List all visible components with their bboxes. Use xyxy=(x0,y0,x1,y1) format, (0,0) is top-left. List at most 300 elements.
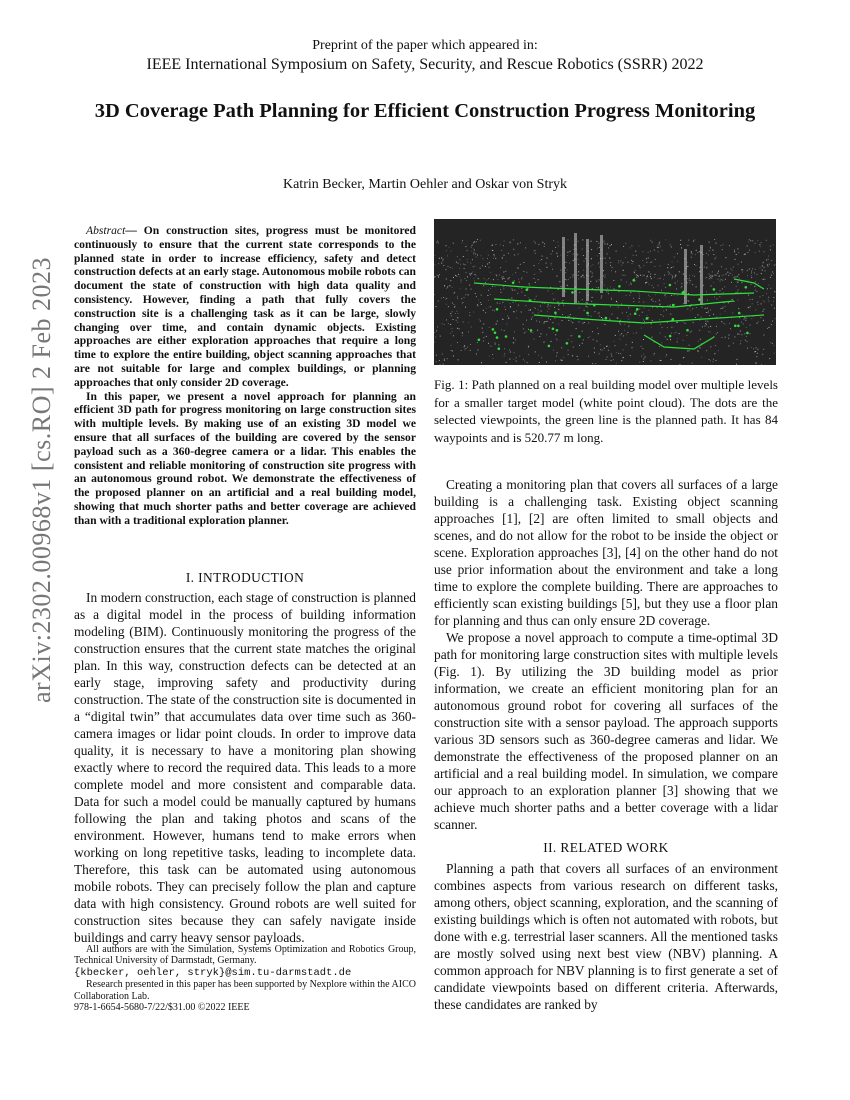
point xyxy=(720,281,721,282)
point xyxy=(534,241,535,242)
point xyxy=(566,279,567,280)
point xyxy=(565,316,566,317)
point xyxy=(523,328,524,329)
point xyxy=(619,322,620,323)
point xyxy=(675,283,676,284)
point xyxy=(544,323,545,324)
point xyxy=(578,279,579,280)
viewpoint-dot xyxy=(526,288,529,291)
point xyxy=(442,354,443,355)
point xyxy=(599,253,600,254)
point xyxy=(695,317,696,318)
point xyxy=(476,241,477,242)
point xyxy=(582,299,583,300)
point xyxy=(467,262,468,263)
point xyxy=(650,251,651,252)
point xyxy=(613,288,614,289)
point xyxy=(524,361,525,362)
point xyxy=(475,266,476,267)
point xyxy=(605,274,606,275)
point xyxy=(672,327,673,328)
point xyxy=(545,321,546,322)
point xyxy=(458,263,459,264)
point xyxy=(641,346,642,347)
point xyxy=(457,322,458,323)
point xyxy=(723,274,724,275)
viewpoint-dot xyxy=(496,336,499,339)
point xyxy=(452,268,453,269)
point xyxy=(567,255,568,256)
point xyxy=(609,319,610,320)
point xyxy=(746,327,747,328)
point xyxy=(481,295,482,296)
point xyxy=(537,330,538,331)
point xyxy=(710,309,711,310)
point xyxy=(615,335,616,336)
point xyxy=(446,245,447,246)
point xyxy=(667,339,668,340)
point xyxy=(565,272,566,273)
point xyxy=(509,303,510,304)
point xyxy=(443,259,444,260)
point xyxy=(439,258,440,259)
point xyxy=(455,275,456,276)
point xyxy=(730,328,731,329)
point xyxy=(538,309,539,310)
point xyxy=(468,322,469,323)
point xyxy=(478,299,479,300)
point xyxy=(556,338,557,339)
point xyxy=(466,272,467,273)
viewpoint-dot xyxy=(672,304,675,307)
point xyxy=(493,258,494,259)
point xyxy=(769,358,770,359)
point xyxy=(541,311,542,312)
point xyxy=(462,335,463,336)
point xyxy=(686,335,687,336)
point xyxy=(616,363,617,364)
point xyxy=(599,262,600,263)
point xyxy=(628,307,629,308)
point xyxy=(440,364,441,365)
point xyxy=(445,299,446,300)
point xyxy=(739,334,740,335)
point xyxy=(660,333,661,334)
point xyxy=(687,278,688,279)
point xyxy=(567,285,568,286)
point xyxy=(746,336,747,337)
point xyxy=(544,342,545,343)
point xyxy=(670,314,671,315)
point xyxy=(620,324,621,325)
point xyxy=(758,304,759,305)
point xyxy=(521,292,522,293)
point xyxy=(639,265,640,266)
point xyxy=(738,282,739,283)
point xyxy=(720,308,721,309)
wall-column xyxy=(574,233,577,303)
point xyxy=(701,317,702,318)
point xyxy=(740,331,741,332)
point xyxy=(714,296,715,297)
point xyxy=(555,299,556,300)
point xyxy=(687,351,688,352)
point xyxy=(643,319,644,320)
point xyxy=(437,326,438,327)
point xyxy=(532,313,533,314)
point xyxy=(616,251,617,252)
point xyxy=(446,288,447,289)
point xyxy=(492,286,493,287)
point xyxy=(454,293,455,294)
point xyxy=(531,332,532,333)
point xyxy=(436,361,437,362)
point xyxy=(508,318,509,319)
point xyxy=(752,303,753,304)
point xyxy=(715,345,716,346)
point xyxy=(736,254,737,255)
point xyxy=(477,305,478,306)
point xyxy=(590,241,591,242)
point xyxy=(652,242,653,243)
point xyxy=(505,309,506,310)
point xyxy=(467,276,468,277)
point xyxy=(463,256,464,257)
point xyxy=(620,320,621,321)
point xyxy=(583,255,584,256)
point xyxy=(604,324,605,325)
wall-column xyxy=(684,249,687,304)
point xyxy=(464,346,465,347)
point xyxy=(553,332,554,333)
point xyxy=(687,300,688,301)
point xyxy=(625,257,626,258)
point xyxy=(558,245,559,246)
point xyxy=(588,337,589,338)
point xyxy=(464,297,465,298)
point xyxy=(482,332,483,333)
point xyxy=(773,244,774,245)
point xyxy=(588,322,589,323)
point xyxy=(653,355,654,356)
point xyxy=(751,273,752,274)
point xyxy=(652,337,653,338)
point xyxy=(483,310,484,311)
point xyxy=(583,323,584,324)
point xyxy=(629,285,630,286)
point xyxy=(613,280,614,281)
arxiv-stamp-text: arXiv:2302.00968v1 [cs.RO] 2 Feb 2023 xyxy=(27,256,57,704)
point xyxy=(655,294,656,295)
point xyxy=(488,300,489,301)
point xyxy=(444,285,445,286)
point xyxy=(478,349,479,350)
point xyxy=(518,288,519,289)
viewpoint-dot xyxy=(634,312,637,315)
point xyxy=(766,293,767,294)
point xyxy=(546,334,547,335)
point xyxy=(599,353,600,354)
point xyxy=(592,297,593,298)
point xyxy=(727,272,728,273)
authors: Katrin Becker, Martin Oehler and Oskar von Stryk xyxy=(282,177,568,192)
point xyxy=(552,269,553,270)
wall-column xyxy=(600,235,603,293)
point xyxy=(755,351,756,352)
point xyxy=(623,262,624,263)
point xyxy=(748,307,749,308)
point xyxy=(562,360,563,361)
point xyxy=(725,257,726,258)
abstract xyxy=(74,224,416,528)
point xyxy=(603,270,604,271)
point xyxy=(643,275,644,276)
viewpoint-dot xyxy=(746,332,749,335)
point xyxy=(569,263,570,264)
point xyxy=(662,250,663,251)
viewpoint-dot xyxy=(632,279,635,282)
point xyxy=(730,268,731,269)
point xyxy=(443,364,444,365)
point xyxy=(481,362,482,363)
point xyxy=(626,282,627,283)
point xyxy=(648,271,649,272)
point xyxy=(713,314,714,315)
point xyxy=(586,306,587,307)
point xyxy=(504,241,505,242)
point xyxy=(476,354,477,355)
point xyxy=(692,275,693,276)
point xyxy=(516,310,517,311)
point xyxy=(761,303,762,304)
point xyxy=(665,239,666,240)
point xyxy=(558,305,559,306)
viewpoint-dot xyxy=(737,325,740,328)
point xyxy=(721,321,722,322)
point xyxy=(467,250,468,251)
point xyxy=(679,271,680,272)
point xyxy=(501,292,502,293)
point xyxy=(741,334,742,335)
point xyxy=(757,302,758,303)
point xyxy=(459,276,460,277)
point xyxy=(466,348,467,349)
point xyxy=(593,339,594,340)
point xyxy=(717,332,718,333)
viewpoint-dot xyxy=(494,331,497,334)
point xyxy=(535,282,536,283)
point xyxy=(767,328,768,329)
point xyxy=(599,267,600,268)
point xyxy=(723,307,724,308)
point xyxy=(625,275,626,276)
point xyxy=(516,318,517,319)
point xyxy=(598,333,599,334)
point xyxy=(654,266,655,267)
point xyxy=(633,298,634,299)
point xyxy=(629,247,630,248)
point xyxy=(725,311,726,312)
point xyxy=(489,327,490,328)
point xyxy=(591,277,592,278)
point xyxy=(677,261,678,262)
point xyxy=(696,250,697,251)
point xyxy=(698,351,699,352)
abstract-paragraph-1: Abstract— On construction sites, progress must be monitored continuously to ensure that the current state corresponds to the planned state in order to increase efficiency, safety and detect construction defects at an early stage. Autonomous mobile robots can document the state of construction with high data quality and consistency. However, finding a path that fully covers the construction site is a challenging task as it can be large, slowly changing over time, and contain dynamic objects. Existing approaches are either exploration approaches that require a long time to explore the entire building, object scanning approaches that are not suitable for large and complex buildings, or planning approaches that only consider 2D coverage. xyxy=(74,224,416,389)
point xyxy=(644,275,645,276)
point xyxy=(452,303,453,304)
point xyxy=(765,270,766,271)
point xyxy=(643,361,644,362)
point xyxy=(442,323,443,324)
point xyxy=(610,262,611,263)
point xyxy=(620,334,621,335)
point xyxy=(743,323,744,324)
footnote-funding: Research presented in this paper has been supported by Nexplore within the AICO Collaboration Lab. xyxy=(74,979,416,1002)
point xyxy=(705,278,706,279)
point xyxy=(648,257,649,258)
point xyxy=(710,360,711,361)
point xyxy=(702,326,703,327)
point xyxy=(541,271,542,272)
point xyxy=(578,271,579,272)
point xyxy=(562,314,563,315)
point xyxy=(648,252,649,253)
point xyxy=(623,270,624,271)
point xyxy=(452,311,453,312)
viewpoint-dot xyxy=(586,312,589,315)
point xyxy=(501,329,502,330)
point xyxy=(557,352,558,353)
point xyxy=(722,288,723,289)
point xyxy=(664,283,665,284)
point xyxy=(614,289,615,290)
point xyxy=(612,267,613,268)
point xyxy=(655,274,656,275)
point xyxy=(523,324,524,325)
wall-column xyxy=(586,239,589,301)
point xyxy=(533,339,534,340)
point xyxy=(600,344,601,345)
point xyxy=(502,278,503,279)
point xyxy=(458,359,459,360)
point xyxy=(606,359,607,360)
point xyxy=(707,308,708,309)
point xyxy=(473,266,474,267)
point xyxy=(471,327,472,328)
point xyxy=(627,332,628,333)
point xyxy=(706,253,707,254)
point xyxy=(749,250,750,251)
point xyxy=(523,359,524,360)
point xyxy=(675,276,676,277)
point xyxy=(643,339,644,340)
point xyxy=(518,305,519,306)
point xyxy=(750,325,751,326)
abstract-paragraph-2: In this paper, we present a novel approach for planning an efficient 3D path for progress monitoring on large construction sites with multiple levels. By making use of an existing 3D model we ensure that all surfaces of the building are covered by the sensor payload such as a 360-degree camera or a lidar. This enables the consistent and reliable monitoring of construction site progress with an autonomous ground robot. We demonstrate the effectiveness of the proposed planner on an artificial and a real building model, showing that much shorter paths and better coverage are achieved than with a traditional exploration planner. xyxy=(74,389,416,527)
point xyxy=(734,251,735,252)
point xyxy=(436,306,437,307)
point xyxy=(591,249,592,250)
point xyxy=(691,257,692,258)
point xyxy=(579,307,580,308)
point xyxy=(754,286,755,287)
point xyxy=(621,279,622,280)
point xyxy=(769,264,770,265)
point xyxy=(482,265,483,266)
point xyxy=(468,294,469,295)
point xyxy=(504,278,505,279)
point xyxy=(568,350,569,351)
point xyxy=(563,305,564,306)
point xyxy=(465,294,466,295)
point xyxy=(704,267,705,268)
point xyxy=(713,254,714,255)
point xyxy=(473,312,474,313)
point xyxy=(514,331,515,332)
point xyxy=(447,358,448,359)
point xyxy=(767,288,768,289)
point xyxy=(568,354,569,355)
point xyxy=(546,263,547,264)
intro-paragraph-2: Creating a monitoring plan that covers all surfaces of a large building is a challenging task. Existing object scanning approaches [1], [2] are often limited to small objects and scenes, and do not allow for the robot to be inside the object or scene. Exploration approaches [3], [4] on the other hand do not use prior information about the environment and take a long time to explore the complete building. There are approaches to efficiently scan existing buildings [5], but they use a floor plan for planning and thus can only ensure 2D coverage. xyxy=(434,477,778,628)
point xyxy=(639,293,640,294)
point xyxy=(749,269,750,270)
point xyxy=(514,352,515,353)
point xyxy=(755,252,756,253)
point xyxy=(441,257,442,258)
point xyxy=(626,295,627,296)
point xyxy=(710,326,711,327)
point xyxy=(496,275,497,276)
viewpoint-dot xyxy=(698,298,701,301)
point xyxy=(461,350,462,351)
point xyxy=(696,286,697,287)
point xyxy=(518,279,519,280)
viewpoint-dot xyxy=(646,317,649,320)
point xyxy=(738,274,739,275)
point xyxy=(710,346,711,347)
point xyxy=(591,258,592,259)
point xyxy=(671,333,672,334)
point xyxy=(765,279,766,280)
point xyxy=(439,360,440,361)
point xyxy=(451,251,452,252)
point xyxy=(665,356,666,357)
point xyxy=(597,328,598,329)
point xyxy=(508,253,509,254)
point xyxy=(532,317,533,318)
point xyxy=(485,266,486,267)
point xyxy=(469,273,470,274)
point xyxy=(579,321,580,322)
point xyxy=(467,259,468,260)
point xyxy=(597,313,598,314)
point xyxy=(465,264,466,265)
point xyxy=(460,288,461,289)
point xyxy=(503,245,504,246)
introduction-section xyxy=(74,565,416,946)
point xyxy=(525,295,526,296)
point xyxy=(504,306,505,307)
point xyxy=(751,277,752,278)
point xyxy=(503,276,504,277)
point xyxy=(449,247,450,248)
point xyxy=(735,277,736,278)
point xyxy=(559,304,560,305)
point xyxy=(688,293,689,294)
point xyxy=(452,331,453,332)
